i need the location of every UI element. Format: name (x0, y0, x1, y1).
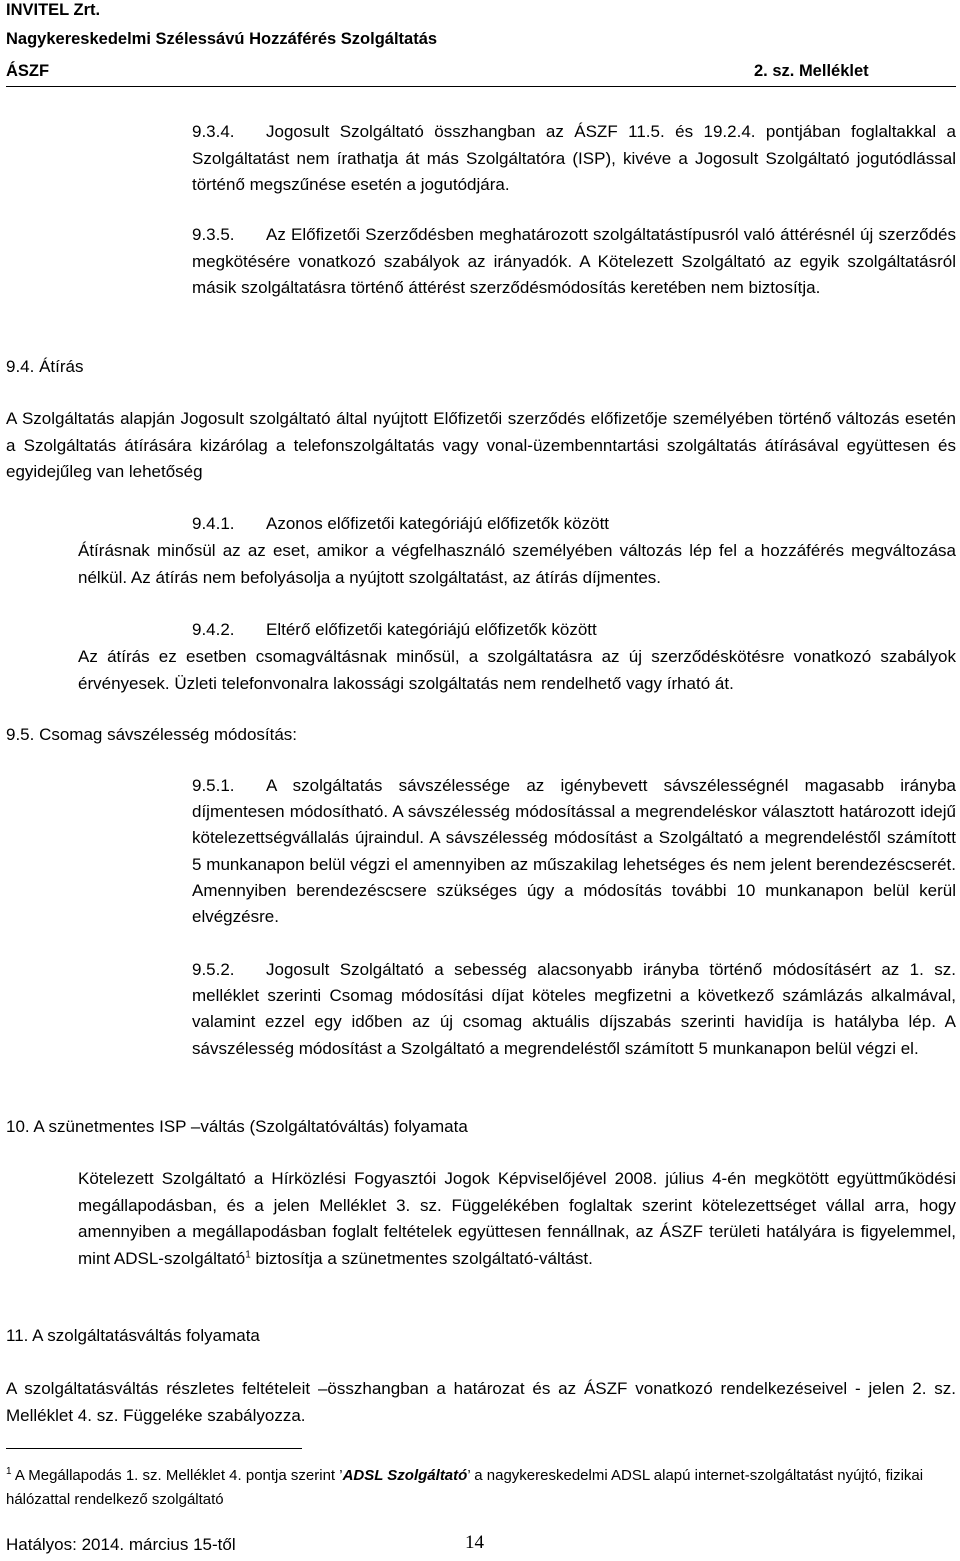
section-9-5-1 (192, 773, 956, 930)
footnote-text: ’ a nagykereskedelmi ADSL alapú internet-szolgáltatást nyújtó, fizikai hálózattal rendelkező szolgáltató (6, 1467, 924, 1508)
heading-9-4-1 (192, 511, 609, 537)
section-title: Azonos előfizetői kategóriájú előfizetők között (266, 514, 610, 533)
section-number: 9.3.5. (192, 225, 235, 244)
section-text-part: Kötelezett Szolgáltató a Hírközlési Fogyasztói Jogok Képviselőjével 2008. július 4-én megkötött együttműködési megállapodásban, és a jelen Melléklet 3. sz. Függelékében foglaltak szerint kötelezettséget vállal arra, hogy amennyiben a megállapodásban foglalt feltételek együttesen fennállnak, az ÁSZF területi hatályára is figyelemmel, mint ADSL-szolgáltató (78, 1169, 956, 1268)
section-9-4-2-text: Az átírás ez esetben csomagváltásnak minősül, a szolgáltatásra az új szerződéskötésre vonatkozó szabályok érvényesek. Üzleti telefonvonalra lakossági szolgáltatás nem rendelhető vagy írható át. (78, 647, 956, 693)
footnote (6, 1464, 956, 1512)
section-text: Az Előfizetői Szerződésben meghatározott szolgáltatástípusról való áttérésnél új szerződés megkötésére vonatkozó szabályok az irányadók. A Kötelezett Szolgáltató az egyik szolgáltatásról másik szolgáltatásra történő áttérést szerződésmódosítás keretében nem biztosítja. (192, 225, 956, 297)
header-divider (6, 86, 956, 87)
header-doc: ÁSZF (6, 62, 50, 80)
section-9-3-4 (192, 119, 956, 199)
section-text-part: biztosítja a szünetmentes szolgáltató-váltást. (250, 1248, 593, 1268)
section-number: 9.3.4. (192, 122, 235, 141)
footnote-divider (6, 1448, 302, 1449)
section-title: Eltérő előfizetői kategóriájú előfizetők között (266, 620, 597, 639)
heading-9-5: 9.5. Csomag sávszélesség módosítás: (6, 725, 298, 744)
section-number: 9.5.2. (192, 960, 235, 979)
footnote-ref: 1 (245, 1248, 251, 1260)
section-9-3-5 (192, 222, 956, 302)
section-9-4-text: A Szolgáltatás alapján Jogosult szolgáltató által nyújtott Előfizetői szerződés előfizetője személyében történő változás esetén a Szolgáltatás átírására kizárólag a telefonszolgáltatás vagy vonal-üzembenntartási szolgáltatás átírásával együttesen és egyidejűleg van lehetőség (6, 409, 956, 481)
section-9-5-2 (192, 957, 956, 1062)
footnote-emphasis: ADSL Szolgáltató (342, 1467, 468, 1484)
section-number: 9.4.1. (192, 514, 235, 533)
section-11-text: A szolgáltatásváltás részletes feltételeit –összhangban a határozat és az ÁSZF vonatkozó rendelkezéseivel - jelen 2. sz. Melléklet 4. sz. Függeléke szabályozza. (6, 1379, 956, 1425)
page-number: 14 (465, 1532, 484, 1553)
section-number: 9.4.2. (192, 620, 235, 639)
header-service: Nagykereskedelmi Szélessávú Hozzáférés Szolgáltatás (6, 30, 438, 48)
heading-10: 10. A szünetmentes ISP –váltás (Szolgáltatóváltás) folyamata (6, 1117, 468, 1136)
footer-effective-date: Hatályos: 2014. március 15-től (6, 1535, 236, 1554)
section-number: 9.5.1. (192, 776, 235, 795)
heading-9-4: 9.4. Átírás (6, 357, 84, 376)
section-text: Jogosult Szolgáltató összhangban az ÁSZF 11.5. és 19.2.4. pontjában foglaltakkal a Szolgáltatást nem írathatja át más Szolgáltatóra (ISP), kivéve a Jogosult Szolgáltató jogutódlással történő megszűnése esetén a jogutódjára. (192, 122, 956, 194)
heading-9-4-2 (192, 617, 597, 643)
header-annex: 2. sz. Melléklet (754, 62, 869, 80)
section-10-text (78, 1166, 956, 1272)
heading-11: 11. A szolgáltatásváltás folyamata (6, 1326, 260, 1345)
footnote-text: A Megállapodás 1. sz. Melléklet 4. pontja szerint ’ (11, 1467, 343, 1484)
section-9-4-1-text: Átírásnak minősül az az eset, amikor a végfelhasználó személyében változás lép fel a hozzáférés megváltozása nélkül. Az átírás nem befolyásolja a nyújtott szolgáltatást, az átírás díjmentes. (78, 541, 956, 587)
section-text: Jogosult Szolgáltató a sebesség alacsonyabb irányba történő módosításért az 1. sz. melléklet szerinti Csomag módosítási díjat köteles megfizetni a következő számlázás alkalmával, valamint ezzel egy időben az új csomag aktuális díjszabás szerinti havidíja is hatályba lép. A sávszélesség módosítást a Szolgáltató a megrendeléstől számított 5 munkanapon belül végzi el. (192, 960, 956, 1058)
footnote-mark: 1 (6, 1466, 12, 1477)
section-text: A szolgáltatás sávszélessége az igénybevett sávszélességnél magasabb irányba díjmentesen módosítható. A sávszélesség módosítással a megrendeléskor választott határozott idejű kötelezettségvállalás újraindul. A sávszélesség módosítást a Szolgáltató a megrendeléstől számított 5 munkanapon belül végzi el amennyiben az műszakilag lehetséges és nem jelent berendezéscserét. Amennyiben berendezéscsere szükséges úgy a módosítás további 10 munkanapon belül kerül elvégzésre. (192, 776, 956, 927)
header-company: INVITEL Zrt. (6, 1, 101, 19)
